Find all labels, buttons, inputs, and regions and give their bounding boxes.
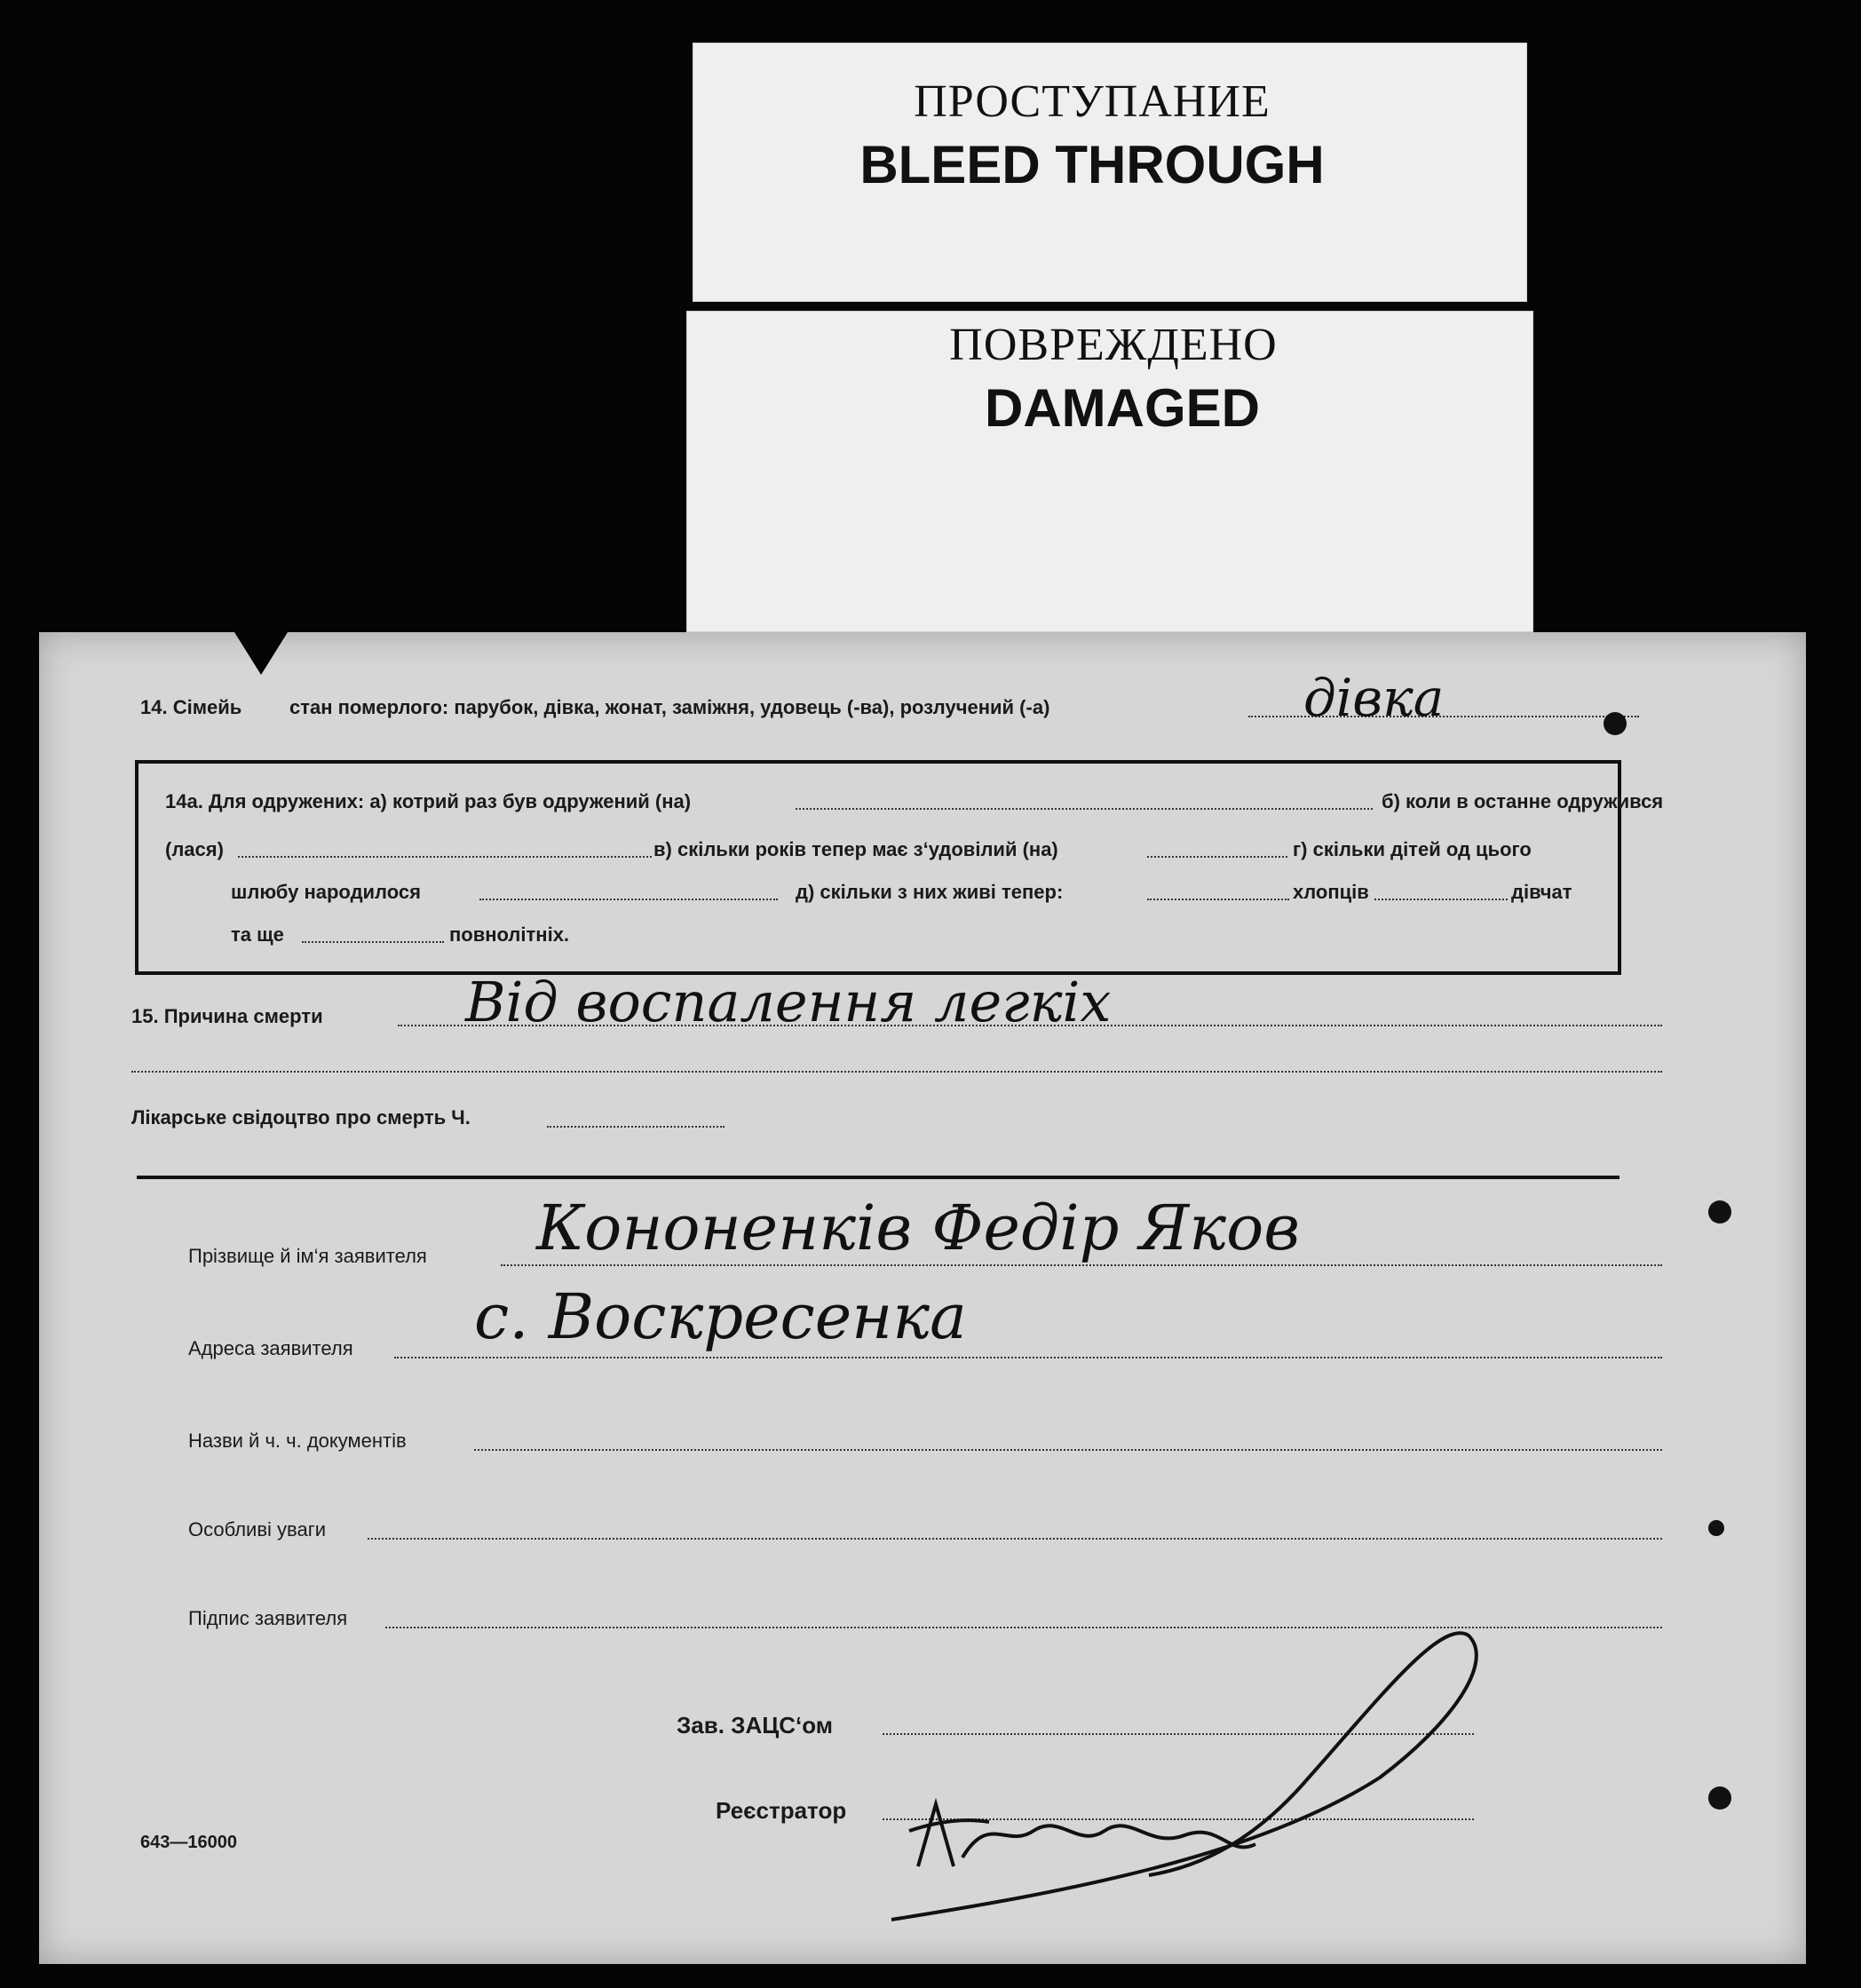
head-label: Зав. ЗАЦС‘ом — [677, 1712, 834, 1739]
damaged-ru: ПОВРЕЖДЕНО — [949, 320, 1278, 370]
item14a-box — [135, 760, 1664, 975]
item14a-line3-b: д) скільки з них живі тепер: — [796, 881, 1064, 903]
item14a-line1-a: 14а. Для одружених: а) котрий раз був одружений (на) — [165, 790, 692, 812]
death-record-form — [39, 632, 1806, 1964]
item14-value: дівка — [1303, 668, 1445, 728]
item14a-line3-a: шлюбу народилося — [231, 881, 421, 903]
item14a-line2-dots-a — [238, 856, 652, 858]
registrar-signature — [883, 1627, 1504, 1929]
item14a-line3-dots-c — [1374, 899, 1508, 900]
bleed-through-en: BLEED THROUGH — [859, 135, 1325, 194]
item14a-line2-a: (лася) — [165, 838, 224, 860]
section-divider — [137, 1176, 1619, 1179]
item14a-line3-d: дівчат — [1511, 881, 1572, 903]
item14a-line4-dots — [302, 941, 444, 943]
signature-label: Підпис заявителя — [188, 1607, 348, 1629]
applicant-name-value: Кононенків Федір Яков — [536, 1192, 1300, 1264]
item15-line-2 — [131, 1071, 1662, 1073]
print-code: 643—16000 — [140, 1833, 237, 1852]
damaged-en: DAMAGED — [985, 378, 1260, 438]
item14a-line4-b: повнолітніх. — [449, 923, 570, 946]
punch-hole — [1708, 1520, 1724, 1536]
documents-line — [474, 1449, 1662, 1451]
item14a-line2-b: в) скільки років тепер має з‘удовілий (на) — [653, 838, 1058, 860]
bleed-through-ru: ПРОСТУПАНИЕ — [914, 76, 1271, 127]
item14a-line3-c: хлопців — [1293, 881, 1369, 903]
registrar-label: Реєстратор — [716, 1797, 847, 1824]
punch-hole — [1708, 1200, 1731, 1224]
applicant-name-line — [501, 1264, 1662, 1266]
applicant-address-line — [394, 1357, 1662, 1358]
medical-line — [547, 1126, 725, 1128]
applicant-address-value: с. Воскресенка — [474, 1280, 967, 1353]
item14-label-b: стан померлого: парубок, дівка, жонат, заміжня, удовець (-ва), розлучений (-а) — [289, 696, 1050, 718]
item14a-line1-dots — [796, 808, 1373, 810]
item14a-line1-b: б) коли в останне одружився — [1382, 790, 1664, 812]
item15-label: 15. Причина смерти — [131, 1005, 323, 1027]
item15-value: Від воспалення легкіх — [465, 970, 1112, 1034]
torn-corner — [234, 632, 288, 675]
punch-hole — [1708, 1786, 1731, 1810]
item14a-line3-dots-b — [1147, 899, 1289, 900]
applicant-name-label: Прізвище й ім‘я заявителя — [188, 1245, 427, 1267]
punch-hole — [1604, 712, 1627, 735]
notes-label: Особливі уваги — [188, 1518, 327, 1541]
documents-label: Назви й ч. ч. документів — [188, 1430, 407, 1452]
medical-label: Лікарське свідоцтво про смерть Ч. — [131, 1106, 471, 1129]
item14a-line4-a: та ще — [231, 923, 284, 946]
item14a-line2-c: г) скільки дітей од цього — [1293, 838, 1532, 860]
notes-line — [368, 1538, 1662, 1540]
item14a-line2-dots-b — [1147, 856, 1287, 858]
item14-label-a: 14. Сімейь — [140, 696, 242, 718]
damaged-card — [686, 311, 1533, 632]
applicant-address-label: Адреса заявителя — [188, 1337, 353, 1359]
item14a-line3-dots-a — [479, 899, 778, 900]
bleed-through-card — [693, 43, 1527, 302]
